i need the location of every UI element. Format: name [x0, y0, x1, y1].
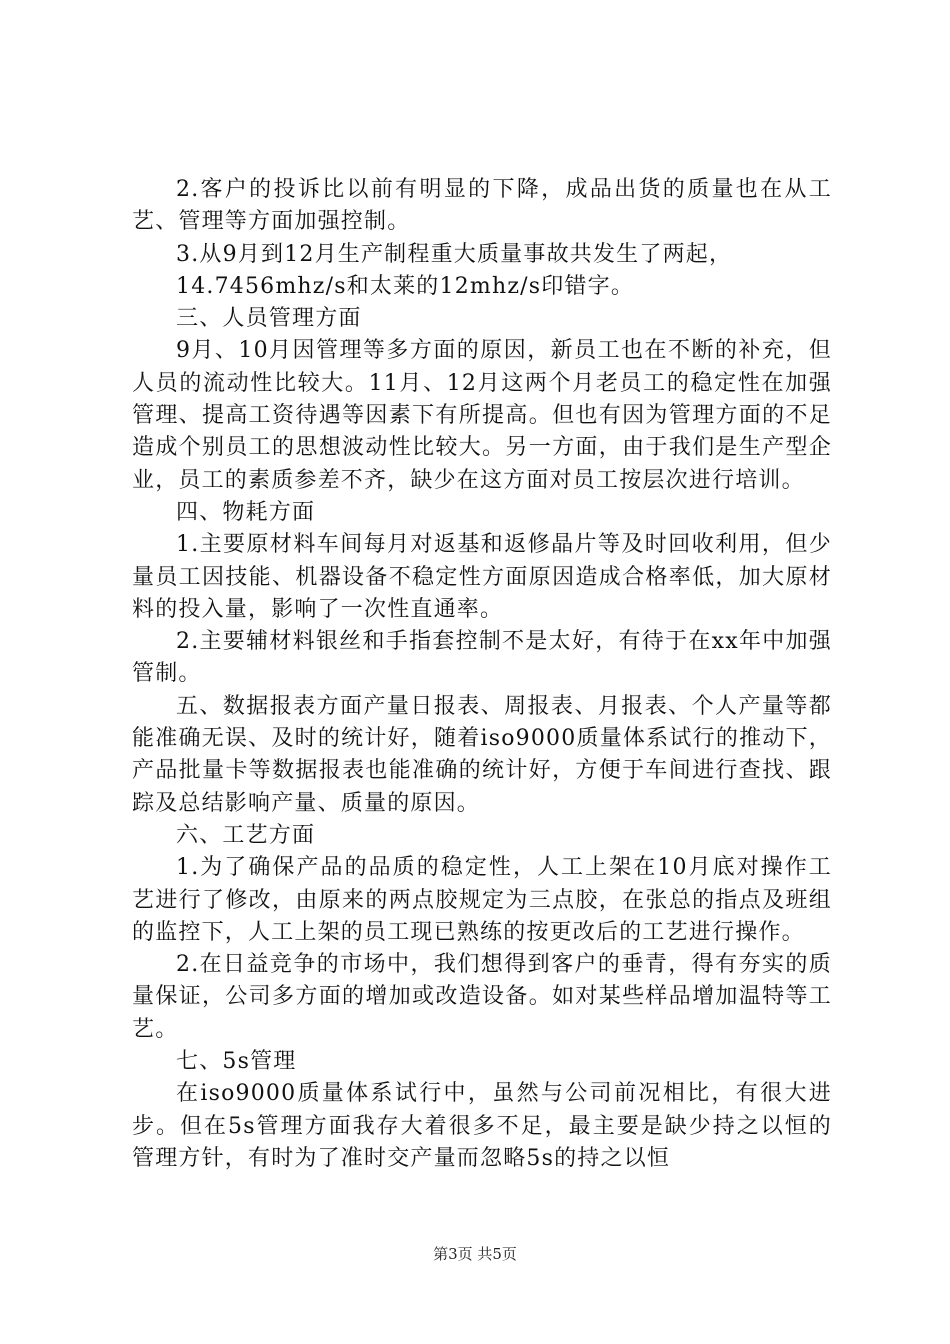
paragraph-5s: 在iso9000质量体系试行中，虽然与公司前况相比，有很大进步。但在5s管理方面我存大着很多不足，最主要是缺少持之以恒的管理方针，有时为了准时交产量而忽略5s的持之以恒: [132, 1081, 832, 1171]
paragraph-auxiliary-materials: 2.主要辅材料银丝和手指套控制不是太好，有待于在xx年中加强管制。: [132, 629, 832, 687]
paragraph-misprint: 14.7456mhz/s和太莱的12mhz/s印错字。: [176, 273, 635, 299]
paragraph-quality-incidents: 3.从9月到12月生产制程重大质量事故共发生了两起，: [176, 241, 733, 267]
page-footer: 第3页 共5页: [433, 1245, 517, 1263]
paragraph-data-reports: 五、数据报表方面产量日报表、周报表、月报表、个人产量等都能准确无误、及时的统计好，随着iso9000质量体系试行的推动下，产品批量卡等数据报表也能准确的统计好，方便于车间进行查找、跟踪及总结影响产量、质量的原因。: [132, 693, 832, 816]
section-heading-5s: 七、5s管理: [176, 1049, 297, 1075]
paragraph-raw-materials: 1.主要原材料车间每月对返基和返修晶片等及时回收利用，但少量员工因技能、机器设备不稳定性方面原因造成合格率低，加大原材料的投入量，影响了一次性直通率。: [132, 532, 832, 622]
section-heading-process: 六、工艺方面: [176, 822, 316, 848]
paragraph-process-change: 1.为了确保产品的品质的稳定性，人工上架在10月底对操作工艺进行了修改，由原来的两点胶规定为三点胶，在张总的指点及班组的监控下，人工上架的员工现已熟练的按更改后的工艺进行操作。: [132, 855, 832, 945]
document-body: [132, 174, 832, 1175]
section-heading-materials: 四、物耗方面: [176, 499, 316, 525]
section-heading-personnel: 三、人员管理方面: [176, 306, 362, 332]
paragraph-complaints: 2.客户的投诉比以前有明显的下降，成品出货的质量也在从工艺、管理等方面加强控制。: [132, 177, 832, 235]
paragraph-personnel: 9月、10月因管理等多方面的原因，新员工也在不断的补充，但人员的流动性比较大。11月、12月这两个月老员工的稳定性在加强管理、提高工资待遇等因素下有所提高。但也有因为管理方面的不足造成个别员工的思想波动性比较大。另一方面，由于我们是生产型企业，员工的素质参差不齐，缺少在这方面对员工按层次进行培训。: [132, 338, 832, 493]
paragraph-equipment: 2.在日益竞争的市场中，我们想得到客户的垂青，得有夯实的质量保证，公司多方面的增加或改造设备。如对某些样品增加温特等工艺。: [132, 952, 832, 1042]
